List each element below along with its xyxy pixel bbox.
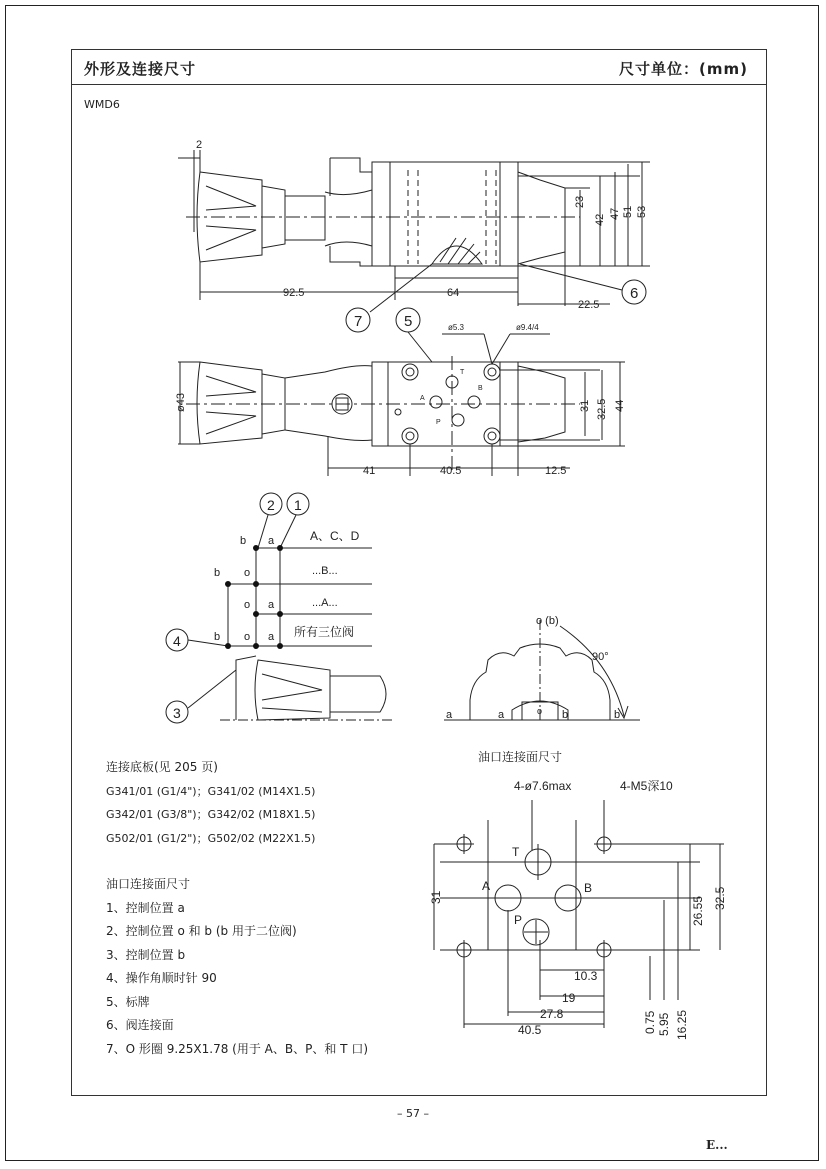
dim-44: 44: [614, 399, 626, 412]
rot-b-2: b: [614, 709, 621, 721]
pos-b-4: b: [214, 631, 221, 643]
dim-64: 64: [447, 287, 460, 299]
rot-o: o: [537, 706, 543, 716]
legend-item-7: 7、O 形圈 9.25X1.78 (用于 A、B、P、和 T 口): [106, 1041, 368, 1056]
iface-dim-16-25: 16.25: [675, 1009, 689, 1040]
rotation-diagram: [444, 620, 640, 720]
rot-angle: 90°: [592, 651, 609, 663]
legend-item-6: 6、阀连接面: [106, 1018, 174, 1032]
iface-dim-32-5: 32.5: [713, 886, 727, 910]
row-acd: A、C、D: [310, 529, 360, 543]
dim-32-5: 32.5: [596, 398, 608, 420]
pos-a-1: a: [268, 535, 275, 547]
iface-port-p: P: [514, 913, 523, 927]
legend-title: 油口连接面尺寸: [106, 877, 191, 891]
dim-53: 53: [636, 205, 648, 218]
legend-item-3: 3、控制位置 b: [106, 947, 186, 962]
iface-dim-26-55: 26.55: [691, 895, 705, 926]
iface-port-t: T: [512, 845, 520, 859]
base-plate-title: 连接底板(见 205 页): [106, 760, 218, 774]
top-port-a: A: [420, 395, 425, 402]
dim-51: 51: [622, 205, 634, 218]
rot-b-1: b: [562, 709, 569, 721]
interface-drawing: [434, 800, 724, 1028]
unit-label: 尺寸单位：(mm): [619, 60, 748, 78]
page-title: 外形及连接尺寸: [84, 60, 197, 78]
hole-label: 4-ø7.6max: [514, 779, 572, 793]
side-oring: [432, 246, 482, 264]
side-end-cap: [518, 172, 565, 264]
row-all: 所有三位阀: [294, 625, 355, 639]
legend-item-1: 1、控制位置 a: [106, 900, 185, 915]
rot-o-b: o (b): [536, 615, 559, 627]
iface-dim-31: 31: [429, 890, 443, 904]
top-knob: [197, 362, 262, 444]
callout-5: 5: [404, 313, 413, 330]
dim-22-5: 22.5: [578, 299, 600, 311]
base-plate-3: G502/01 (G1/2")；G502/02 (M22X1.5): [106, 831, 316, 845]
iface-dim-19: 19: [562, 991, 576, 1005]
row-a: ...A...: [312, 597, 338, 609]
positions-diagram: [166, 493, 395, 723]
pos-a-3: a: [268, 599, 275, 611]
iface-dim-0-75: 0.75: [643, 1010, 657, 1034]
dia-9-4: ø9.4/4: [516, 323, 539, 332]
row-b: ...B...: [312, 565, 338, 577]
side-view: [178, 150, 650, 312]
page-number: – 57 –: [397, 1107, 429, 1120]
rotation-caption: 油口连接面尺寸: [478, 750, 563, 764]
pos-a-4: a: [268, 631, 275, 643]
callout-7: 7: [354, 313, 363, 330]
iface-port-a: A: [482, 879, 491, 893]
rot-a-2: a: [498, 709, 505, 721]
iface-dim-40-5: 40.5: [518, 1023, 542, 1037]
legend-item-4: 4、操作角顺时针 90: [106, 971, 217, 985]
iface-dim-10-3: 10.3: [574, 969, 598, 983]
legend-item-2: 2、控制位置 o 和 b (b 用于二位阀): [106, 924, 297, 938]
pos-b-1: b: [240, 535, 247, 547]
model-label: WMD6: [84, 98, 120, 111]
brand-mark: E...: [706, 1138, 728, 1152]
dim-12-5: 12.5: [545, 465, 567, 477]
dim-47: 47: [609, 207, 621, 220]
top-view: [178, 332, 625, 476]
iface-dim-27-8: 27.8: [540, 1007, 564, 1021]
pos-o-2: o: [244, 567, 251, 579]
callout-4: 4: [173, 633, 181, 649]
dim-41: 41: [363, 465, 376, 477]
callout-3: 3: [173, 705, 181, 721]
legend-item-5: 5、标牌: [106, 994, 150, 1009]
dia-43: ø43: [175, 393, 187, 412]
dim-92-5: 92.5: [283, 287, 305, 299]
pos-o-3: o: [244, 599, 251, 611]
notes-block: [106, 756, 368, 1061]
pos-o-4: o: [244, 631, 251, 643]
top-port-p: P: [436, 419, 441, 426]
rot-a-1: a: [446, 709, 453, 721]
dim-31: 31: [579, 399, 591, 412]
dia-5-3: ø5.3: [448, 323, 465, 332]
callout-1: 1: [294, 497, 302, 513]
dim-23: 23: [574, 195, 586, 208]
callout-2: 2: [267, 497, 275, 513]
iface-port-b: B: [584, 881, 593, 895]
dim-2: 2: [196, 139, 203, 151]
base-plate-1: G341/01 (G1/4")；G341/02 (M14X1.5): [106, 784, 316, 798]
top-port-b: B: [478, 385, 483, 392]
pos-b-2: b: [214, 567, 221, 579]
callout-6: 6: [630, 285, 639, 302]
iface-dim-5-95: 5.95: [657, 1012, 671, 1036]
dim-42: 42: [594, 213, 606, 226]
top-port-t: T: [460, 369, 465, 376]
thread-label: 4-M5深10: [620, 779, 673, 793]
base-plate-2: G342/01 (G3/8")；G342/02 (M18X1.5): [106, 808, 316, 821]
dim-40-5: 40.5: [440, 465, 462, 477]
